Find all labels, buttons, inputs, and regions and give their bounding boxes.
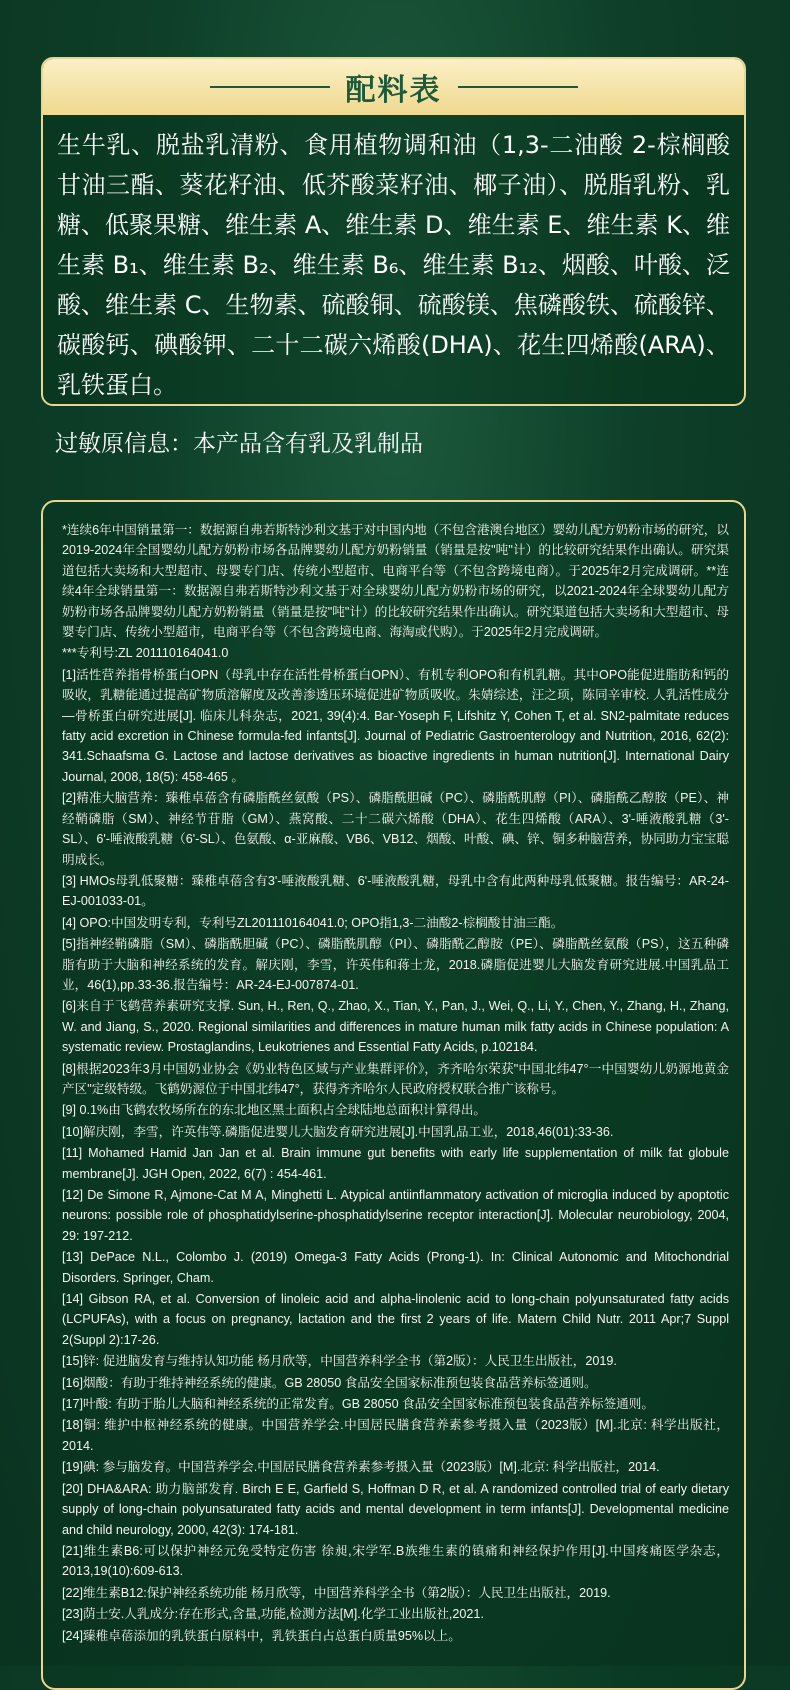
note-item: [12] De Simone R, Ajmone-Cat M A, Minghetti L. Atypical antiinflammatory activation of microglia induced by apoptotic neurons: possible role of phosphatidylserine-phosphatidylserine receptor interaction[J]. Molecular neurobiology, 2004, 29: 197-212. bbox=[62, 1188, 729, 1243]
notes-list bbox=[62, 520, 729, 1647]
note-item: [9] 0.1%由飞鹤农牧场所在的东北地区黑土面积占全球陆地总面积计算得出。 bbox=[62, 1103, 487, 1118]
ingredients-header bbox=[43, 59, 744, 115]
note-item: [14] Gibson RA, et al. Conversion of linoleic acid and alpha-linolenic acid to long-chain polyunsaturated fatty acids (LCPUFAs), with a focus on pregnancy, lactation and the first 2 years of life. Matern Child Nutr. 2011 Apr;7 Suppl 2(Suppl 2):17-26. bbox=[62, 1292, 729, 1347]
ingredients-panel bbox=[41, 57, 746, 406]
note-item: [22]维生素B12:保护神经系统功能 杨月欣等，中国营养科学全书（第2版）：人民卫生出版社，2019. bbox=[62, 1585, 611, 1600]
note-item: [8]根据2023年3月中国奶业协会《奶业特色区域与产业集群评价》，齐齐哈尔荣获"中国北纬47°一中国婴幼儿奶源地黄金产区"定级特级。飞鹤奶源位于中国北纬47°，获得齐齐哈尔人民政府授权联合推广该称号。 bbox=[62, 1061, 729, 1096]
allergen-info: 过敏原信息：本产品含有乳及乳制品 bbox=[55, 431, 423, 457]
note-item: *连续6年中国销量第一：数据源自弗若斯特沙利文基于对中国内地（不包含港澳台地区）婴幼儿配方奶粉市场的研究，以2019-2024年全国婴幼儿配方奶粉市场各品牌婴幼儿配方奶粉销量（销量是按"吨"计）的比较研究结果作出确认。研究渠道包括大卖场和大型超市、母婴专门店、传统小型超市、电商平台等（不包含跨境电商）。于2025年2月完成调研。**连续4年全球销量第一：数据源自弗若斯特沙利文基于对全球婴幼儿配方奶粉市场的研究，以2021-2024年全球婴幼儿配方奶粉市场各品牌婴幼儿配方奶粉销量（销量是按"吨"计）的比较研究结果作出确认。研究渠道包括大卖场和大型超市、母婴专门店、传统小型超市，电商平台等（不包含跨境电商、海淘或代购）。于2025年2月完成调研。 bbox=[62, 523, 729, 640]
note-item: [13] DePace N.L., Colombo J. (2019) Omega-3 Fatty Acids (Prong-1). In: Clinical Autonomic and Mitochondrial Disorders. Springer, Cham. bbox=[62, 1250, 729, 1285]
note-item: [6]来自于飞鹤营养素研究支撑. Sun, H., Ren, Q., Zhao, X., Tian, Y., Pan, J., Wei, Q., Li, Y., Chen, Y., Zhang, H., Zhang, W. and Jiang, S., 2020. Regional similarities and differences in mature human milk fatty acids in Chinese population: A systematic review. Prostaglandins, Leukotrienes and Essential Fatty Acids, p.102184. bbox=[62, 999, 729, 1055]
note-item: [18]铜: 维护中枢神经系统的健康。中国营养学会.中国居民膳食营养素参考摄入量（2023版）[M].北京: 科学出版社，2014. bbox=[62, 1418, 729, 1453]
note-item: [21]维生素B6:可以保护神经元免受特定伤害 徐昶,宋学军.B族维生素的镇痛和神经保护作用[J].中国疼痛医学杂志，2013,19(10):609-613. bbox=[62, 1543, 729, 1579]
note-item: [24]臻稚卓蓓添加的乳铁蛋白原料中，乳铁蛋白占总蛋白质量95%以上。 bbox=[62, 1628, 461, 1643]
note-item: [23]荫士安.人乳成分:存在形式,含量,功能,检测方法[M].化学工业出版社,2021. bbox=[62, 1607, 484, 1622]
note-item: [16]烟酸：有助于维持神经系统的健康。GB 28050 食品安全国家标准预包装食品营养标签通则。 bbox=[62, 1375, 597, 1390]
note-item: [20] DHA&ARA: 助力脑部发育. Birch E E, Garfield S, Hoffman D R, et al. A randomized controlled trial of early dietary supply of long-chain polyunsaturated fatty acids and mental development in term infants[J]. Developmental medicine and child neurology, 2000, 42(3): 174-181. bbox=[62, 1481, 729, 1537]
note-item: [1]活性营养指骨桥蛋白OPN（母乳中存在活性骨桥蛋白OPN）、有机专利OPO和有机乳糖。其中OPO能促进脂肪和钙的吸收，乳糖能通过提高矿物质溶解度及改善渗透压环境促进矿物质吸收。朱婧综述，汪之顼，陈同辛审校. 人乳活性成分—骨桥蛋白研究进展[J]. 临床儿科杂志，2021, 39(4):4. Bar-Yoseph F, Lifshitz Y, Cohen T, et al. SN2-palmitate reduces fatty acid excretion in Chinese formula-fed infants[J]. Journal of Pediatric Gastroenterology and Nutrition, 2016, 62(2): 341.Schaafsma G. Lactose and lactose derivatives as bioactive ingredients in human nutrition[J]. International Dairy Journal, 2008, 18(5): 458-465 。 bbox=[62, 667, 729, 784]
header-divider-right bbox=[458, 86, 578, 88]
note-item: [5]指神经鞘磷脂（SM）、磷脂酰胆碱（PC）、磷脂酰肌醇（PI）、磷脂酰乙醇胺（PE）、磷脂酰丝氨酸（PS），这五种磷脂有助于大脑和神经系统的发育。解庆刚，李雪，许英伟和蒋士龙，2018.磷脂促进婴儿大脑发育研究进展.中国乳品工业，46(1),pp.33-36.报告编号：AR-24-EJ-007874-01. bbox=[62, 937, 729, 992]
note-item: [4] OPO:中国发明专利，专利号ZL201110164041.0; OPO指1,3-二油酸2-棕榈酸甘油三酯。 bbox=[62, 915, 564, 930]
note-item: [19]碘: 参与脑发育。中国营养学会.中国居民膳食营养素参考摄入量（2023版）[M].北京: 科学出版社，2014. bbox=[62, 1460, 660, 1475]
note-item: [17]叶酸: 有助于胎儿大脑和神经系统的正常发育。GB 28050 食品安全国家标准预包装食品营养标签通则。 bbox=[62, 1397, 654, 1412]
ingredients-title: 配料表 bbox=[345, 73, 442, 108]
note-item: [11] Mohamed Hamid Jan Jan et al. Brain immune gut benefits with early life supplementation of milk fat globule membrane[J]. JGH Open, 2022, 6(7) : 454-461. bbox=[62, 1146, 729, 1181]
note-item: [2]精准大脑营养：臻稚卓蓓含有磷脂酰丝氨酸（PS）、磷脂酰胆碱（PC）、磷脂酰肌醇（PI）、磷脂酰乙醇胺（PE）、神经鞘磷脂（SM）、神经节苷脂（GM）、燕窝酸、二十二碳六烯酸（DHA）、花生四烯酸（ARA）、3'-唾液酸乳糖（3'-SL）、6'-唾液酸乳糖（6'-SL）、色氨酸、α-亚麻酸、VB6、VB12、烟酸、叶酸、碘、锌、铜多种脑营养，协同助力宝宝聪明成长。 bbox=[62, 791, 729, 867]
note-item: [10]解庆刚，李雪，许英伟等.磷脂促进婴儿大脑发育研究进展[J].中国乳品工业，2018,46(01):33-36. bbox=[62, 1124, 614, 1139]
note-item: [3] HMOs母乳低聚糖：臻稚卓蓓含有3'-唾液酸乳糖、6'-唾液酸乳糖，母乳中含有此两种母乳低聚糖。报告编号：AR-24-EJ-001033-01。 bbox=[62, 873, 729, 909]
note-item: ***专利号:ZL 201110164041.0 bbox=[62, 646, 229, 661]
header-divider-left bbox=[210, 86, 330, 88]
ingredients-text: 生牛乳、脱盐乳清粉、食用植物调和油（1,3-二油酸 2-棕榈酸甘油三酯、葵花籽油、低芥酸菜籽油、椰子油）、脱脂乳粉、乳糖、低聚果糖、维生素 A、维生素 D、维生素 E、维生素 K、维生素 B₁、维生素 B₂、维生素 B₆、维生素 B₁₂、烟酸、叶酸、泛酸、维生素 C、生物素、硫酸铜、硫酸镁、焦磷酸铁、硫酸锌、碳酸钙、碘酸钾、二十二碳六烯酸(DHA)、花生四烯酸(ARA)、乳铁蛋白。 bbox=[57, 131, 730, 399]
note-item: [15]锌: 促进脑发育与维持认知功能 杨月欣等，中国营养科学全书（第2版）：人民卫生出版社，2019. bbox=[62, 1354, 617, 1369]
